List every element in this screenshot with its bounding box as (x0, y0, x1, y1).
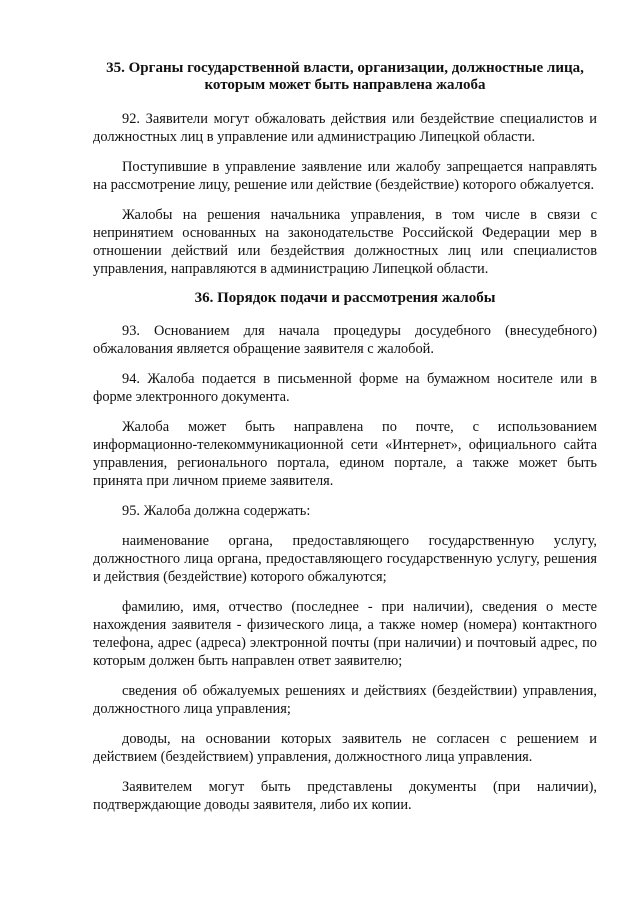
paragraph-supporting-documents: Заявителем могут быть представлены документы (при наличии), подтверждающие доводы заявителя, либо их копии. (93, 779, 597, 813)
paragraph-head-complaints: Жалобы на решения начальника управления, в том числе в связи с непринятием основанных на законодательстве Российской Федерации мер в отношении действий или бездействия должностных лиц или специалистов управления, направляются в администрацию Липецкой области. (93, 207, 597, 277)
paragraph-applicant-details: фамилию, имя, отчество (последнее - при наличии), сведения о месте нахождения заявителя - физического лица, а также номер (номера) контактного телефона, адрес (адреса) электронной почты (при наличии) и почтовый адрес, по которым должен быть направлен ответ заявителю; (93, 599, 597, 669)
paragraph-authority-name: наименование органа, предоставляющего государственную услугу, должностного лица органа, предоставляющего государственную услугу, решения и действия (бездействие) которого обжалуются; (93, 533, 597, 585)
section-35-heading: 35. Органы государственной власти, организации, должностные лица, которым может быть направлена жалоба (106, 60, 584, 93)
paragraph-arguments: доводы, на основании которых заявитель не согласен с решением и действием (бездействием) управления, должностного лица управления. (93, 731, 597, 765)
section-36-heading: 36. Порядок подачи и рассмотрения жалобы (194, 290, 496, 306)
paragraph-94: 94. Жалоба подается в письменной форме на бумажном носителе или в форме электронного документа. (93, 371, 597, 405)
document-page (93, 60, 597, 826)
paragraph-appealed-decisions: сведения об обжалуемых решениях и действиях (бездействии) управления, должностного лица управления; (93, 683, 597, 717)
paragraph-submission-channels: Жалоба может быть направлена по почте, с использованием информационно-телекоммуникационной сети «Интернет», официального сайта управления, регионального портала, едином портале, а также может быть принята при личном приеме заявителя. (93, 419, 597, 489)
paragraph-95: 95. Жалоба должна содержать: (122, 503, 311, 519)
paragraph-92: 92. Заявители могут обжаловать действия или бездействие специалистов и должностных лиц в управление или администрацию Липецкой области. (93, 111, 597, 145)
paragraph-no-forwarding: Поступившие в управление заявление или жалобу запрещается направлять на рассмотрение лицу, решение или действие (бездействие) которого обжалуется. (93, 159, 597, 193)
paragraph-93: 93. Основанием для начала процедуры досудебного (внесудебного) обжалования является обращение заявителя с жалобой. (93, 323, 597, 357)
